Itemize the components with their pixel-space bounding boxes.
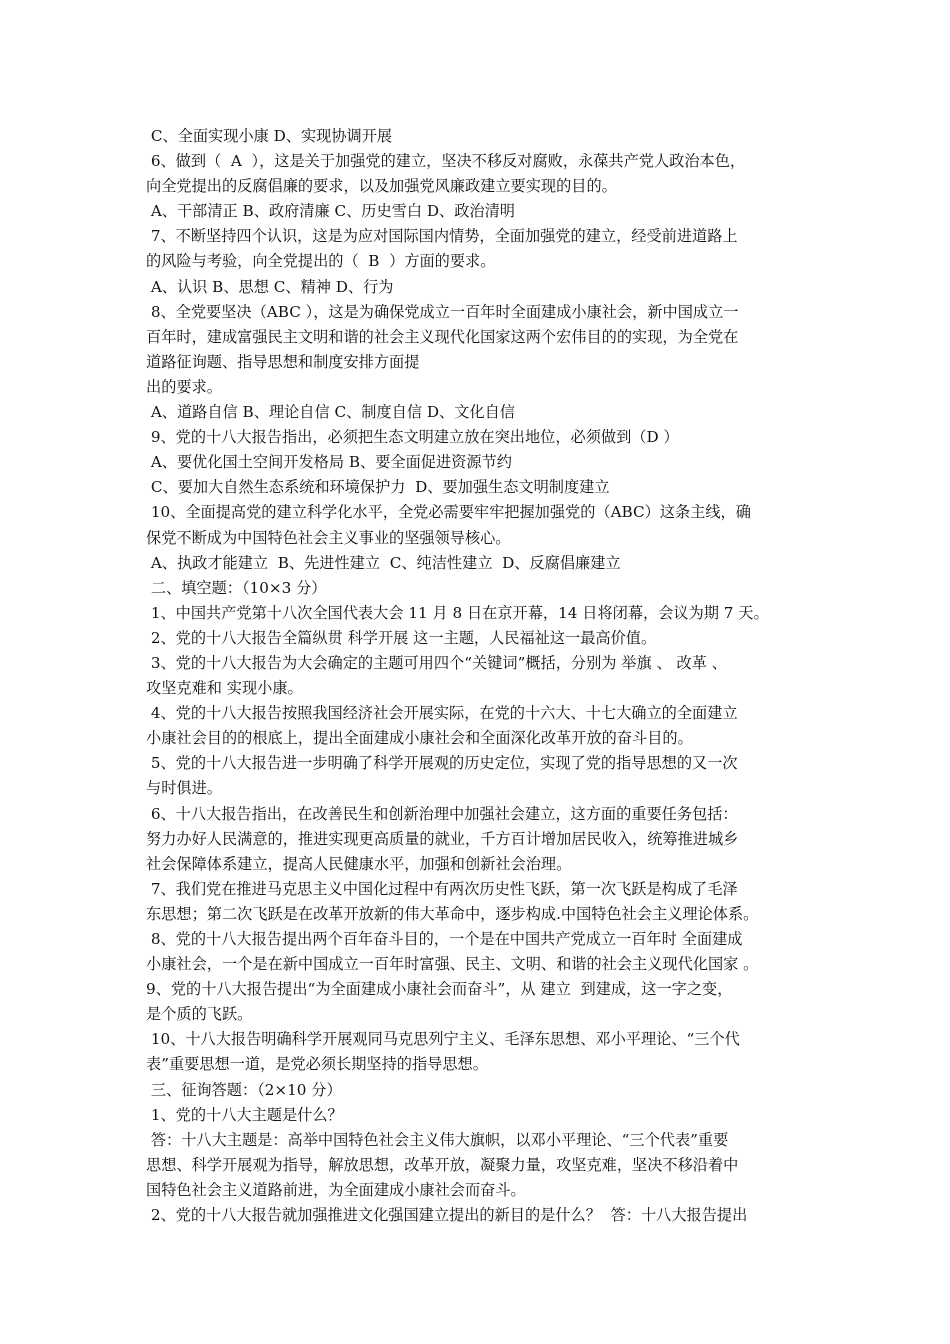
text-line: 8、党的十八大报告提出两个百年奋斗目的，一个是在中国共产党成立一百年时 全面建成 <box>146 930 743 948</box>
text-line: 2、党的十八大报告就加强推进文化强国建立提出的新目的是什么？ 答：十八大报告提出 <box>146 1206 748 1225</box>
text-line: 国特色社会主义道路前进，为全面建成小康社会而奋斗。 <box>146 1180 526 1199</box>
text-line: 向全党提出的反腐倡廉的要求，以及加强党风廉政建立要实现的目的。 <box>146 177 617 196</box>
text-line: 9、党的十八大报告指出，必须把生态文明建立放在突出地位，必须做到（D ） <box>146 428 679 447</box>
text-line: 的风险与考验，向全党提出的（ B ）方面的要求。 <box>146 252 496 271</box>
text-line: 三、征询答题：（2×10 分） <box>146 1080 342 1099</box>
text-line: 10、十八大报告明确科学开展观同马克思列宁主义、毛泽东思想、邓小平理论、“三个代 <box>146 1030 740 1049</box>
text-line: 二、填空题：（10×3 分） <box>146 578 327 597</box>
text-line: 2、党的十八大报告全篇纵贯 科学开展 这一主题，人民福祉这一最高价值。 <box>146 628 657 647</box>
text-line: A、干部清正 B、政府清廉 C、历史雪白 D、政治清明 <box>146 202 515 221</box>
text-line: 7、不断坚持四个认识，这是为应对国际国内情势，全面加强党的建立，经受前进道路上 <box>146 227 738 246</box>
document-body <box>146 124 816 1228</box>
text-line: 10、全面提高党的建立科学化水平，全党必需要牢牢把握加强党的（ABC）这条主线，确 <box>146 503 751 522</box>
text-line: C、全面实现小康 D、实现协调开展 <box>146 127 393 145</box>
text-line: 8、全党要坚决（ABC ），这是为确保党成立一百年时全面建成小康社会，新中国成立一 <box>146 302 739 321</box>
text-line: 4、党的十八大报告按照我国经济社会开展实际，在党的十六大、十七大确立的全面建立 <box>146 704 738 723</box>
text-line: 1、中国共产党第十八次全国代表大会 11 月 8 日在京开幕，14 日将闭幕，会议为期 7 天。 <box>146 603 769 622</box>
text-line: 小康社会，一个是在新中国成立一百年时富强、民主、文明、和谐的社会主义现代化国家 。 <box>146 955 759 974</box>
text-line: 努力办好人民满意的，推进实现更高质量的就业，千方百计增加居民收入，统筹推进城乡 <box>146 829 739 848</box>
text-line: A、道路自信 B、理论自信 C、制度自信 D、文化自信 <box>146 403 515 422</box>
text-line: 百年时，建成富强民主文明和谐的社会主义现代化国家这两个宏伟目的的实现，为全党在 <box>146 327 739 346</box>
text-line: 表”重要思想一道，是党必须长期坚持的指导思想。 <box>146 1055 488 1074</box>
text-line: 7、我们党在推进马克思主义中国化过程中有两次历史性飞跃，第一次飞跃是构成了毛泽 <box>146 879 738 898</box>
text-line: 6、做到（ A ），这是关于加强党的建立，坚决不移反对腐败，永葆共产党人政治本色， <box>146 152 746 171</box>
text-line: 出的要求。 <box>146 377 222 396</box>
text-line: 答：十八大主题是：高举中国特色社会主义伟大旗帜，以邓小平理论、“三个代表”重要 <box>146 1130 729 1149</box>
text-line: 保党不断成为中国特色社会主义事业的坚强领导核心。 <box>146 528 511 547</box>
text-line: 是个质的飞跃。 <box>146 1005 253 1024</box>
text-line: 与时俱进。 <box>146 779 222 798</box>
text-line: 3、党的十八大报告为大会确定的主题可用四个“关键词”概括，分别为 举旗 、 改革 、 <box>146 653 727 672</box>
text-line: 道路征询题、指导思想和制度安排方面提 <box>146 352 420 371</box>
text-line: 6、十八大报告指出，在改善民生和创新治理中加强社会建立，这方面的重要任务包括： <box>146 804 738 823</box>
text-line: 社会保障体系建立，提高人民健康水平，加强和创新社会治理。 <box>146 854 572 873</box>
text-line: A、要优化国土空间开发格局 B、要全面促进资源节约 <box>146 453 512 472</box>
text-line: A、执政才能建立 B、先进性建立 C、纯洁性建立 D、反腐倡廉建立 <box>146 553 621 572</box>
text-line: A、认识 B、思想 C、精神 D、行为 <box>146 277 394 296</box>
text-line: C、要加大自然生态系统和环境保护力 D、要加强生态文明制度建立 <box>146 478 610 497</box>
text-line: 攻坚克难和 实现小康。 <box>146 679 303 698</box>
text-line: 9、党的十八大报告提出“为全面建成小康社会而奋斗”，从 建立 到建成，这一字之变， <box>146 980 733 999</box>
text-line: 东思想；第二次飞跃是在改革开放新的伟大革命中，逐步构成.中国特色社会主义理论体系。 <box>146 904 759 923</box>
text-line: 1、党的十八大主题是什么？ <box>146 1105 343 1124</box>
text-line: 思想、科学开展观为指导，解放思想，改革开放，凝聚力量，攻坚克难，坚决不移沿着中 <box>146 1155 739 1174</box>
text-line: 5、党的十八大报告进一步明确了科学开展观的历史定位，实现了党的指导思想的又一次 <box>146 754 738 773</box>
text-line: 小康社会目的的根底上，提出全面建成小康社会和全面深化改革开放的奋斗目的。 <box>146 729 693 748</box>
